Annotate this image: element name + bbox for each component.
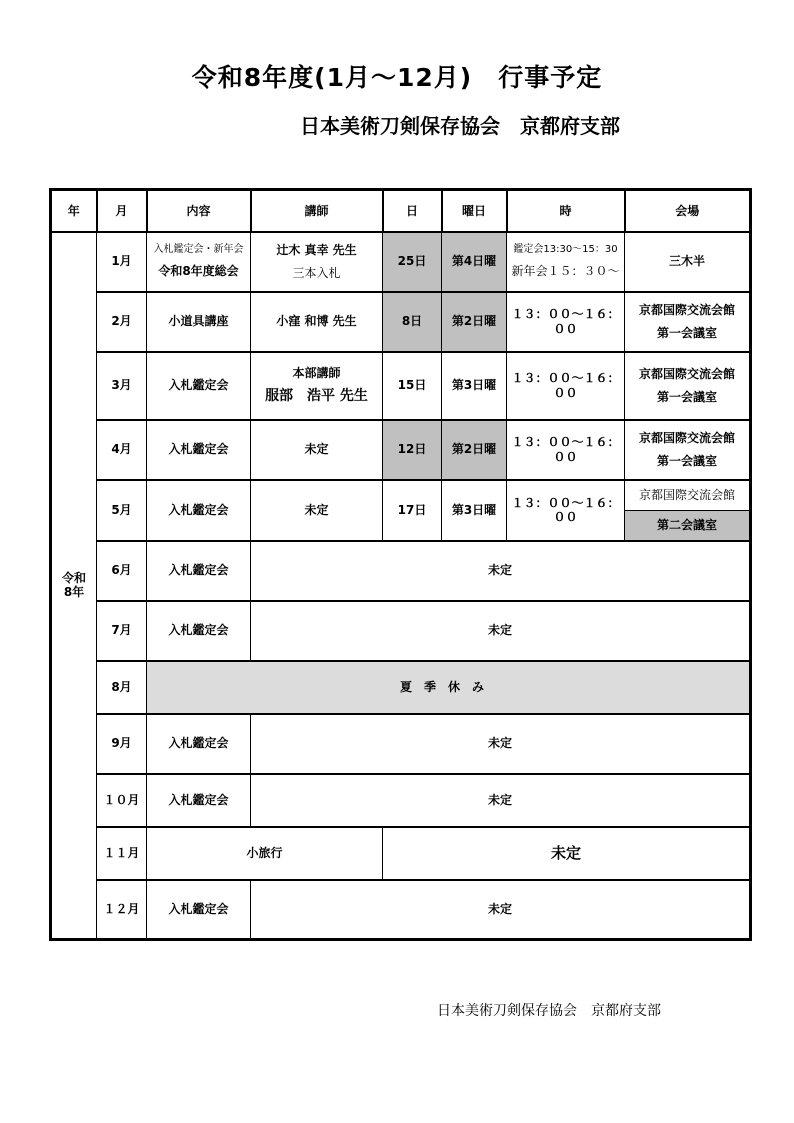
- venue-cell: 三木半: [625, 232, 751, 292]
- time-cell: １３：００～１６：００: [507, 352, 625, 420]
- table-row: [51, 292, 751, 352]
- lecturer-cell: [251, 352, 383, 420]
- header-weekday: 曜日: [442, 190, 507, 232]
- day-cell: 8日: [383, 292, 442, 352]
- venue-cell: [625, 352, 751, 420]
- month-cell: １０月: [97, 774, 147, 827]
- time-cell: １３：００～１６：００: [507, 480, 625, 541]
- tbd-cell: 未定: [383, 827, 751, 880]
- year-cell: [51, 232, 97, 940]
- table-row: [51, 774, 751, 827]
- venue-cell: [625, 292, 751, 352]
- page-subtitle: 日本美術刀剣保存協会 京都府支部: [300, 114, 620, 138]
- weekday-cell: 第3日曜: [442, 352, 507, 420]
- content-cell: 入札鑑定会: [147, 420, 251, 480]
- lecturer-line: 三本入札: [292, 265, 341, 280]
- month-cell: １２月: [97, 880, 147, 940]
- month-cell: 5月: [97, 480, 147, 541]
- tbd-cell: 未定: [251, 774, 751, 827]
- venue-line: 第一会議室: [656, 453, 717, 468]
- table-row: [51, 714, 751, 774]
- month-cell: 6月: [97, 541, 147, 601]
- venue-line: 京都国際交流会館: [638, 303, 735, 318]
- table-row: [51, 541, 751, 601]
- tbd-cell: 未定: [251, 541, 751, 601]
- content-cell: 入札鑑定会: [147, 601, 251, 661]
- table-row: [51, 480, 751, 541]
- table-row: [51, 420, 751, 480]
- header-day: 日: [383, 190, 442, 232]
- venue-line: 京都国際交流会館: [638, 487, 735, 502]
- time-cell: １３：００～１６：００: [507, 292, 625, 352]
- time-line: 新年会１５：３０～: [511, 264, 620, 279]
- year-label-reiwa: 令和: [61, 570, 86, 585]
- venue-line: 第一会議室: [656, 389, 717, 404]
- header-venue: 会場: [625, 190, 751, 232]
- weekday-cell: 第4日曜: [442, 232, 507, 292]
- tbd-cell: 未定: [251, 880, 751, 940]
- lecturer-cell: 未定: [251, 420, 383, 480]
- month-cell: １１月: [97, 827, 147, 880]
- day-cell: 17日: [383, 480, 442, 541]
- lecturer-cell: [251, 232, 383, 292]
- venue-cell: [625, 420, 751, 480]
- header-content: 内容: [147, 190, 251, 232]
- year-label-8: 8年: [63, 585, 85, 600]
- header-row: [51, 190, 751, 232]
- month-cell: 2月: [97, 292, 147, 352]
- day-cell: 25日: [383, 232, 442, 292]
- weekday-cell: 第2日曜: [442, 420, 507, 480]
- time-line: 鑑定会13:30～15：30: [513, 244, 618, 256]
- weekday-cell: 第3日曜: [442, 480, 507, 541]
- month-cell: 8月: [97, 661, 147, 714]
- month-cell: 7月: [97, 601, 147, 661]
- content-line: 令和8年度総会: [158, 264, 239, 279]
- content-line: 入札鑑定会・新年会: [153, 244, 244, 256]
- schedule-table: [49, 188, 752, 941]
- footer-organization: 日本美術刀剣保存協会 京都府支部: [437, 1003, 661, 1019]
- content-cell: [147, 232, 251, 292]
- tbd-cell: 未定: [251, 714, 751, 774]
- content-cell: 入札鑑定会: [147, 541, 251, 601]
- table-row: [51, 352, 751, 420]
- weekday-cell: 第2日曜: [442, 292, 507, 352]
- header-month: 月: [97, 190, 147, 232]
- month-cell: 1月: [97, 232, 147, 292]
- content-cell: 入札鑑定会: [147, 714, 251, 774]
- lecturer-line: 辻木 真幸 先生: [276, 243, 357, 258]
- content-cell: 入札鑑定会: [147, 774, 251, 827]
- content-cell: 小旅行: [147, 827, 383, 880]
- venue-line: 第一会議室: [656, 325, 717, 340]
- lecturer-cell: 小窪 和博 先生: [251, 292, 383, 352]
- venue-cell: [625, 480, 751, 541]
- content-cell: 小道具講座: [147, 292, 251, 352]
- content-cell: 入札鑑定会: [147, 480, 251, 541]
- month-cell: 4月: [97, 420, 147, 480]
- venue-line-highlight: 第二会議室: [625, 510, 749, 540]
- lecturer-cell: 未定: [251, 480, 383, 541]
- month-cell: 3月: [97, 352, 147, 420]
- day-cell: 12日: [383, 420, 442, 480]
- lecturer-line: 服部 浩平 先生: [265, 388, 368, 405]
- table-row: [51, 880, 751, 940]
- day-cell: 15日: [383, 352, 442, 420]
- time-cell: [507, 232, 625, 292]
- table-row: [51, 827, 751, 880]
- venue-line: 京都国際交流会館: [638, 431, 735, 446]
- month-cell: 9月: [97, 714, 147, 774]
- content-cell: 入札鑑定会: [147, 352, 251, 420]
- header-time: 時: [507, 190, 625, 232]
- content-cell: 入札鑑定会: [147, 880, 251, 940]
- table-row: [51, 661, 751, 714]
- time-cell: １３：００～１６：００: [507, 420, 625, 480]
- table-row: [51, 601, 751, 661]
- lecturer-line: 本部講師: [292, 365, 341, 380]
- summer-break-cell: 夏季休み: [147, 661, 751, 714]
- header-lecturer: 講師: [251, 190, 383, 232]
- page-title: 令和8年度(1月～12月) 行事予定: [191, 63, 603, 92]
- venue-line: 京都国際交流会館: [638, 367, 735, 382]
- header-year: 年: [51, 190, 97, 232]
- table-row: [51, 232, 751, 292]
- tbd-cell: 未定: [251, 601, 751, 661]
